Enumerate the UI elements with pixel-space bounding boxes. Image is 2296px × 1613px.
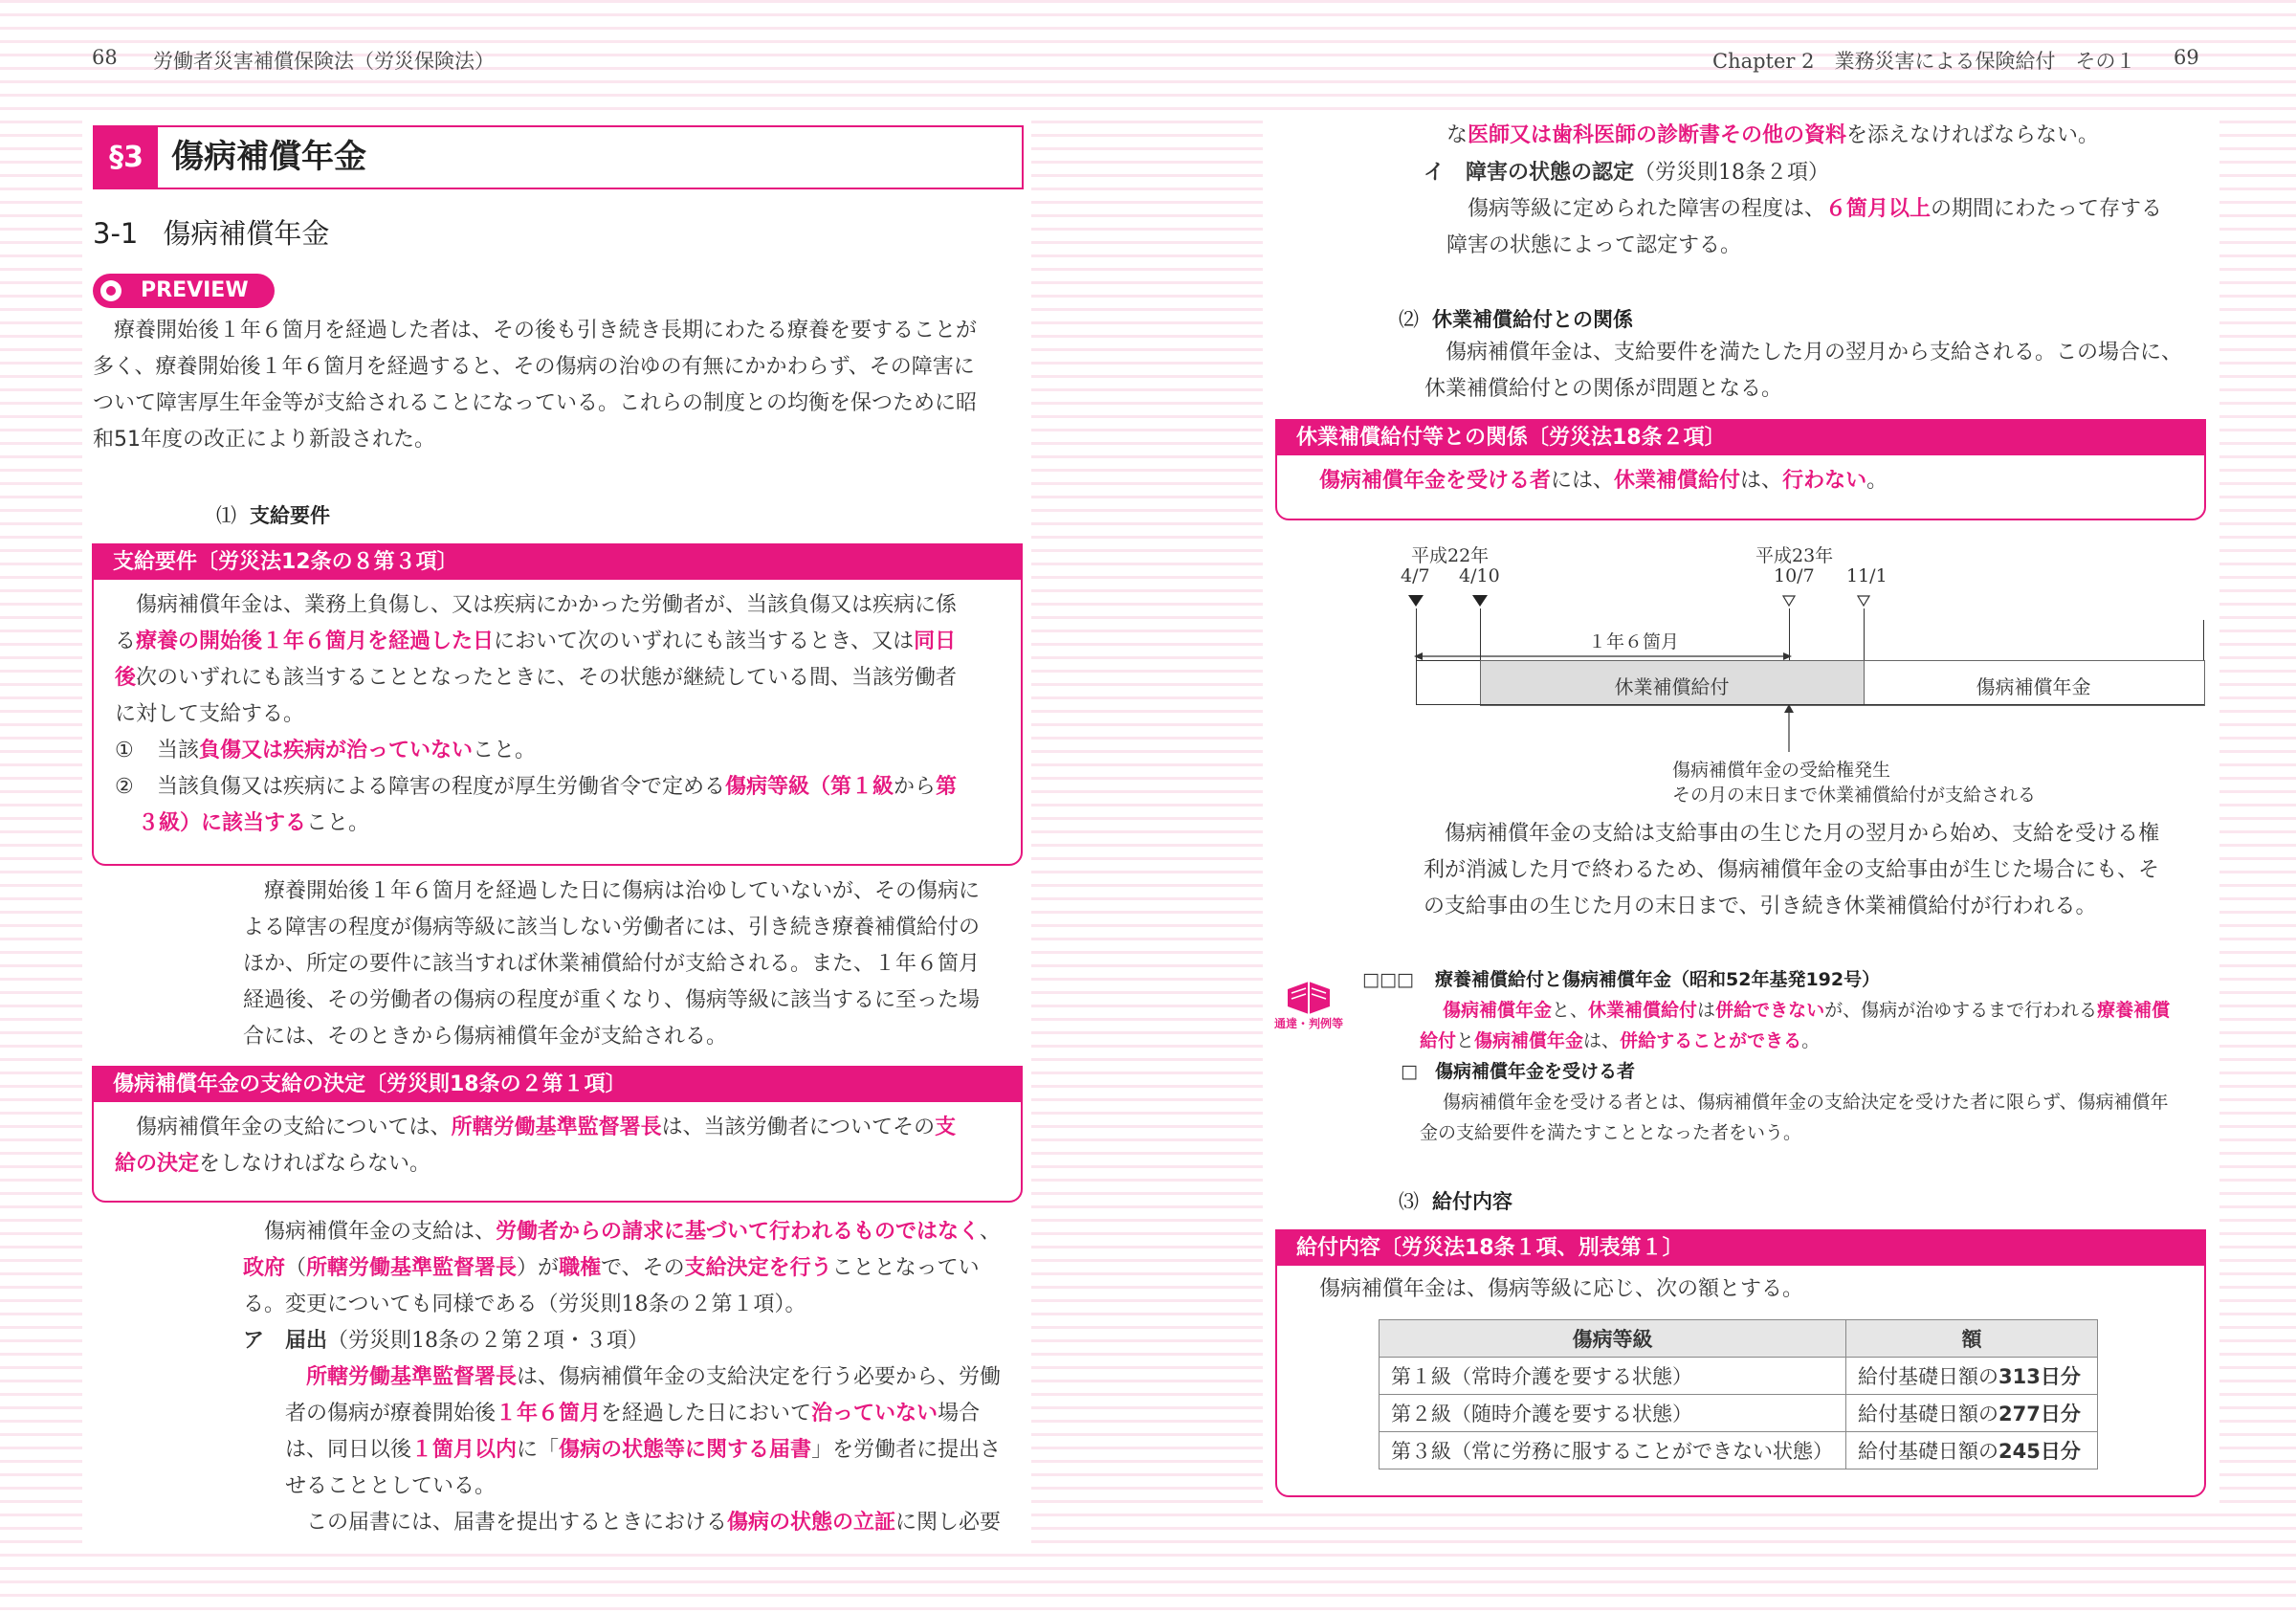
box1-item-2-cont: ３級）に該当すること。 bbox=[138, 811, 370, 835]
timeline-date-3: 10/7 bbox=[1774, 565, 1815, 586]
start-marker-icon bbox=[1408, 595, 1424, 607]
box-shikyu-yoken bbox=[92, 543, 1023, 866]
benefit-timeline bbox=[1401, 536, 2219, 806]
item3-number: ⑶ bbox=[1399, 1190, 1419, 1213]
box4-title: 給付内容〔労災法18条１項、別表第１〕 bbox=[1277, 1231, 2204, 1266]
table-cell-amount: 給付基礎日額の313日分 bbox=[1846, 1358, 2098, 1395]
box4-body: 傷病補償年金は、傷病等級に応じ、次の額とする。 bbox=[1319, 1277, 1804, 1301]
ref2-heading: □ 傷病補償年金を受ける者 bbox=[1401, 1061, 1636, 1082]
item1-title: 支給要件 bbox=[250, 504, 330, 527]
item-i: イ 障害の状態の認定（労災則18条２項） 傷病等級に定められた障害の程度は、６箇月以上の期間にわたって存する 障害の状態によって認定する。 bbox=[1424, 155, 2227, 264]
preview-bullet-icon bbox=[100, 280, 121, 301]
item3-title: 給付内容 bbox=[1432, 1190, 1512, 1213]
table-header-amount: 額 bbox=[1846, 1320, 2098, 1358]
open-marker-icon bbox=[1782, 595, 1796, 607]
item2-heading bbox=[1399, 304, 1633, 333]
paragraph-1: 療養開始後１年６箇月を経過した日に傷病は治ゆしていないが、その傷病に よる障害の程度が傷病等級に該当しない労働者には、引き続き療養補償給付の ほか、所定の要件に該当すれば休業補償給付が支給される。また、１年６箇月 経過後、その労働者の傷病の程度が重くなり、傷病等級に該当するに至った場 合には、そのときから傷病補償年金が支給される。 bbox=[243, 879, 981, 1049]
box1-item-2: ② 当該負傷又は疾病による障害の程度が厚生労働省令で定める傷病等級（第１級から第 bbox=[115, 775, 958, 799]
preview-line: 多く、療養開始後１年６箇月を経過すると、その傷病の治ゆの有無にかかわらず、その障害に bbox=[93, 355, 975, 379]
table-header-row bbox=[1380, 1320, 2098, 1358]
preview-badge bbox=[93, 274, 275, 308]
item-a-heading: ア 届出（労災則18条の２第２項・３項） bbox=[243, 1329, 650, 1353]
box1-title: 支給要件〔労災法12条の８第３項〕 bbox=[94, 545, 1021, 580]
table-cell-grade: 第２級（随時介護を要する状態） bbox=[1380, 1395, 1846, 1432]
section-header bbox=[93, 125, 1024, 189]
ref-icon-label: 通達・判例等 bbox=[1273, 1017, 1343, 1030]
paragraph-2: 傷病補償年金の支給は、労働者からの請求に基づいて行われるものではなく、 政府（所轄労働基準監督署長）が職権で、その支給決定を行うこととなってい る。変更についても同様である（労災則18条の２第１項）。 ア 届出（労災則18条の２第２項・３項） 所轄労働基準監督署長は、傷病補償年金の支給決定を行う必要から、労働 者の傷病が療養開始後１年６箇月を経過した日において治っていない場合 は、同日以後１箇月以内に「傷病の状態等に関する届書」を労働者に提出さ せることとしている。 この届書には、届書を提出するときにおける傷病の状態の立証に関し必要 bbox=[243, 1214, 1027, 1541]
paragraph-3: 傷病補償年金は、支給要件を満たした月の翌月から支給される。この場合に、 休業補償給付との関係が問題となる。 bbox=[1424, 341, 2183, 401]
subsection-heading bbox=[93, 212, 329, 252]
paragraph-4: 傷病補償年金の支給は支給事由の生じた月の翌月から始め、支給を受ける権 利が消滅した月で終わるため、傷病補償年金の支給事由が生じた場合にも、そ の支給事由の生じた月の末日まで、引き続き休業補償給付が行われる。 bbox=[1424, 822, 2160, 918]
bar-kyugyo-label: 休業補償給付 bbox=[1614, 675, 1730, 698]
item3-heading bbox=[1399, 1186, 1512, 1215]
right-top-text: な医師又は歯科医師の診断書その他の資料を添えなければならない。 bbox=[1446, 123, 2100, 147]
preview-line: 和51年度の改正により新設された。 bbox=[93, 428, 435, 452]
start-marker-icon bbox=[1472, 595, 1488, 607]
table-cell-grade: 第１級（常時介護を要する状態） bbox=[1380, 1358, 1846, 1395]
box1-item-1: ① 当該負傷又は疾病が治っていないこと。 bbox=[115, 739, 537, 762]
timeline-date-4: 11/1 bbox=[1846, 565, 1888, 586]
arrow-up-icon bbox=[1782, 704, 1796, 752]
right-page-number: 69 bbox=[2174, 46, 2199, 69]
benefit-grade-table bbox=[1379, 1319, 2098, 1469]
ref1-heading: □□□ 療養補償給付と傷病補償年金（昭和52年基発192号） bbox=[1362, 969, 1881, 990]
timeline-note-1: 傷病補償年金の受給権発生 bbox=[1672, 760, 1891, 781]
box1-line: に対して支給する。 bbox=[115, 702, 305, 726]
box2-body: 傷病補償年金の支給については、所轄労働基準監督署長は、当該労働者についてその支 給の決定をしなければならない。 bbox=[115, 1116, 957, 1176]
item-i-heading: イ 障害の状態の認定（労災則18条２項） bbox=[1424, 161, 1830, 185]
item2-number: ⑵ bbox=[1399, 308, 1419, 331]
section-number: §3 bbox=[95, 127, 158, 188]
timeline-date-1: 4/7 bbox=[1401, 565, 1430, 586]
box2-title: 傷病補償年金の支給の決定〔労災則18条の２第１項〕 bbox=[94, 1068, 1021, 1102]
bar-nenkin-label: 傷病補償年金 bbox=[1976, 675, 2091, 698]
box1-line: 後次のいずれにも該当することとなったときに、その状態が継続している間、当該労働者 bbox=[115, 666, 958, 690]
table-row bbox=[1380, 1358, 2098, 1395]
left-running-header: 労働者災害補償保険法（労災保険法） bbox=[153, 50, 495, 73]
box1-body bbox=[94, 580, 1021, 851]
preview-line: ついて障害厚生年金等が支給されることになっている。これらの制度との均衡を保つために昭 bbox=[93, 391, 978, 415]
timeline-note-2: その月の末日まで休業補償給付が支給される bbox=[1672, 784, 2037, 806]
table-cell-amount: 給付基礎日額の245日分 bbox=[1846, 1432, 2098, 1469]
box3-body: 傷病補償年金を受ける者には、休業補償給付は、行わない。 bbox=[1319, 469, 1888, 493]
box-kyugyo-kankei bbox=[1275, 419, 2206, 520]
item1-heading bbox=[216, 500, 330, 529]
box1-line: 傷病補償年金は、業務上負傷し、又は疾病にかかった労働者が、当該負傷又は疾病に係 bbox=[136, 593, 958, 617]
preview-label: PREVIEW bbox=[141, 278, 249, 302]
table-row bbox=[1380, 1432, 2098, 1469]
subsection-number: 3-1 bbox=[93, 217, 139, 250]
box1-line: る療養の開始後１年６箇月を経過した日において次のいずれにも該当するとき、又は同日 bbox=[115, 630, 957, 653]
table-cell-grade: 第３級（常に労務に服することができない状態） bbox=[1380, 1432, 1846, 1469]
open-marker-icon bbox=[1857, 595, 1870, 607]
item2-title: 休業補償給付との関係 bbox=[1432, 308, 1633, 331]
left-page-number: 68 bbox=[92, 46, 118, 69]
right-running-header: Chapter 2 業務災害による保険給付 その１ bbox=[1712, 50, 2136, 73]
table-header-grade: 傷病等級 bbox=[1380, 1320, 1846, 1358]
table-cell-amount: 給付基礎日額の277日分 bbox=[1846, 1395, 2098, 1432]
preview-text bbox=[93, 313, 1026, 458]
reference-block: □□□ 療養補償給付と傷病補償年金（昭和52年基発192号） 傷病補償年金と、休業補償給付は併給できないが、傷病が治ゆするまで行われる療養補償 給付と傷病補償年金は、併給することができる。 □ 傷病補償年金を受ける者 傷病補償年金を受ける者とは、傷病補償年金の支給決定を受けた者に限らず、傷病補償年 金の支給要件を満たすこととなった者をいう。 bbox=[1362, 964, 2223, 1148]
timeline-date-2: 4/10 bbox=[1459, 565, 1500, 586]
section-title: 傷病補償年金 bbox=[171, 138, 366, 176]
timeline-era-2: 平成23年 bbox=[1755, 545, 1834, 566]
preview-line: 療養開始後１年６箇月を経過した者は、その後も引き続き長期にわたる療養を要することが bbox=[114, 319, 978, 342]
box3-title: 休業補償給付等との関係〔労災法18条２項〕 bbox=[1277, 421, 2204, 455]
table-row bbox=[1380, 1395, 2098, 1432]
span-label: １年６箇月 bbox=[1588, 631, 1680, 652]
subsection-title: 傷病補償年金 bbox=[163, 217, 330, 250]
timeline-era-1: 平成22年 bbox=[1411, 545, 1490, 566]
item1-number: ⑴ bbox=[216, 504, 236, 527]
box-shikyu-kettei bbox=[92, 1066, 1023, 1203]
